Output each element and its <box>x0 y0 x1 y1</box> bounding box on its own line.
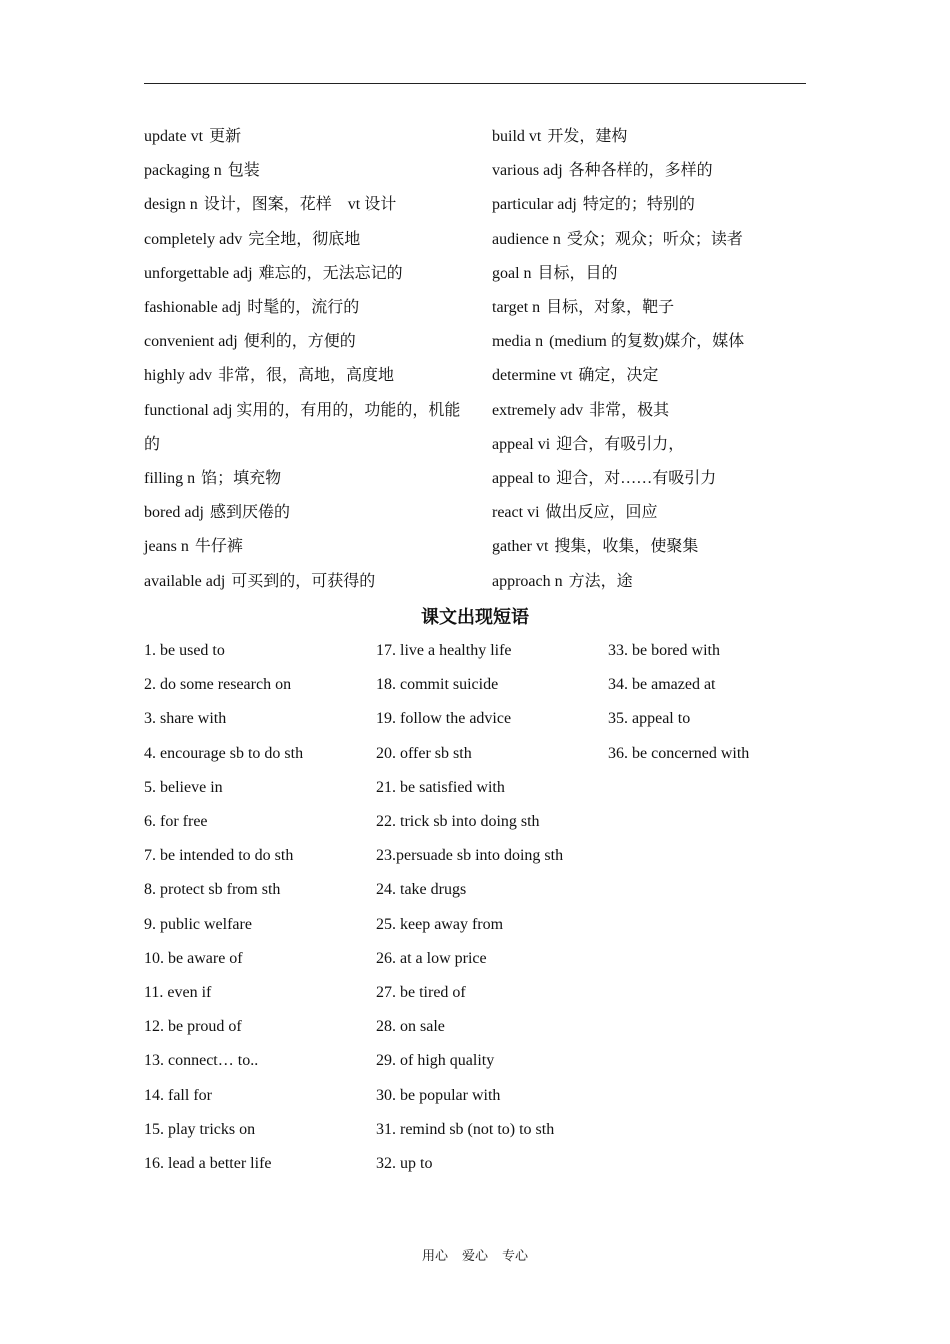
vocab-definition: 确定，决定 <box>578 367 659 385</box>
vocab-item <box>144 154 492 188</box>
vocab-item <box>144 291 492 325</box>
section-title: 课文出现短语 <box>421 607 529 627</box>
vocab-definition: 开发，建构 <box>547 128 628 145</box>
vocab-word: appeal to <box>492 470 551 488</box>
vocab-definition: 牛仔裤 <box>194 538 243 556</box>
vocab-definition: 受众；观众；听众；读者 <box>566 230 743 248</box>
vocab-word: filling n <box>144 470 196 488</box>
vocab-item <box>492 325 806 359</box>
phrase-item: 3. share with <box>144 710 227 728</box>
vocab-word: particular adj <box>492 196 577 214</box>
vocab-item <box>492 257 806 291</box>
vocab-item <box>492 188 806 222</box>
header-rule <box>144 83 806 84</box>
phrase-item: 32. up to <box>376 1155 433 1173</box>
vocab-definition: 设计，图案，花样 vt 设计 <box>203 196 397 214</box>
vocab-definition: 非常，极其 <box>589 401 670 419</box>
vocab-item <box>144 462 492 496</box>
vocab-definition: 时髦的，流行的 <box>247 299 360 317</box>
phrase-item: 34. be amazed at <box>608 676 716 694</box>
vocab-word: appeal vi <box>492 435 551 453</box>
footer-text: 专心 <box>502 1248 529 1263</box>
vocab-definition: 目标，目的 <box>537 264 618 282</box>
phrase-list <box>144 634 806 1181</box>
phrase-item: 33. be bored with <box>608 642 720 659</box>
phrase-item: 30. be popular with <box>376 1086 501 1104</box>
vocab-item <box>492 359 806 393</box>
phrase-item: 12. be proud of <box>144 1018 242 1036</box>
phrase-item: 22. trick sb into doing sth <box>376 813 540 831</box>
vocab-definition: 可买到的，可获得的 <box>231 572 376 590</box>
phrase-item: 24. take drugs <box>376 881 467 899</box>
phrase-item: 18. commit suicide <box>376 676 499 694</box>
vocab-word: completely adv <box>144 230 243 248</box>
vocab-definition: (medium 的复数)媒介，媒体 <box>549 333 745 351</box>
phrase-item: 31. remind sb (not to) to sth <box>376 1120 555 1138</box>
vocab-word: fashionable adj <box>144 299 242 317</box>
phrase-item: 15. play tricks on <box>144 1120 256 1138</box>
vocab-word: extremely adv <box>492 401 584 419</box>
vocab-word: convenient adj <box>144 333 238 351</box>
vocab-word: media n <box>492 333 544 351</box>
phrase-item: 36. be concerned with <box>608 744 750 762</box>
vocab-word: gather vt <box>492 538 549 556</box>
vocab-word: various adj <box>492 162 563 180</box>
phrase-column-1 <box>144 634 376 1181</box>
vocab-item <box>492 120 806 154</box>
vocab-item <box>144 257 492 291</box>
vocab-word: jeans n <box>144 538 189 556</box>
phrase-item: 8. protect sb from sth <box>144 881 281 899</box>
vocab-word: packaging n <box>144 162 222 180</box>
vocab-word: audience n <box>492 230 561 248</box>
vocab-item <box>144 359 492 393</box>
vocab-item <box>492 496 806 530</box>
phrase-item: 25. keep away from <box>376 915 504 933</box>
phrase-item: 16. lead a better life <box>144 1155 272 1173</box>
vocab-definition: 馅；填充物 <box>201 470 282 488</box>
vocab-definition: 非常，很，高地，高度地 <box>218 367 395 385</box>
vocab-word: highly adv <box>144 367 212 385</box>
vocab-definition: 难忘的，无法忘记的 <box>258 264 403 282</box>
phrase-item: 20. offer sb sth <box>376 744 472 762</box>
vocab-word: available adj <box>144 572 226 590</box>
vocabulary-list <box>144 120 806 599</box>
vocab-word: goal n <box>492 264 532 282</box>
vocabulary-column-right <box>492 120 806 599</box>
vocab-item <box>492 428 806 462</box>
vocabulary-column-left <box>144 120 492 599</box>
phrase-item: 11. even if <box>144 984 212 1002</box>
phrase-column-3 <box>608 634 806 1181</box>
vocab-definition: 做出反应，回应 <box>545 504 658 522</box>
phrase-item: 7. be intended to do sth <box>144 847 294 865</box>
vocab-definition: 方法，途 <box>568 572 633 590</box>
vocab-item <box>144 496 492 530</box>
vocab-item <box>492 154 806 188</box>
phrase-item: 10. be aware of <box>144 949 243 967</box>
vocab-definition: 搜集，收集，使聚集 <box>554 538 699 556</box>
vocab-item <box>144 565 492 599</box>
vocab-word: determine vt <box>492 367 573 385</box>
vocab-definition: 实用的，有用的，功能的，机能的 <box>144 401 461 453</box>
phrase-item: 19. follow the advice <box>376 710 512 728</box>
vocab-item <box>492 291 806 325</box>
vocab-word: design n <box>144 196 198 214</box>
phrase-item: 27. be tired of <box>376 984 466 1002</box>
vocab-definition: 完全地，彻底地 <box>248 230 361 248</box>
phrase-item: 2. do some research on <box>144 676 292 694</box>
phrase-item: 23.persuade sb into doing sth <box>376 847 564 865</box>
footer-text: 爱心 <box>461 1248 488 1263</box>
phrase-item: 21. be satisfied with <box>376 778 505 796</box>
phrase-item: 9. public welfare <box>144 915 252 933</box>
vocab-definition: 便利的，方便的 <box>243 333 356 351</box>
phrase-item: 13. connect… to.. <box>144 1052 259 1070</box>
vocab-word: unforgettable adj <box>144 264 253 282</box>
phrase-item: 1. be used to <box>144 642 225 659</box>
phrase-item: 17. live a healthy life <box>376 642 512 659</box>
vocab-item <box>144 120 492 154</box>
vocab-definition: 感到厌倦的 <box>209 504 290 522</box>
phrase-column-2 <box>376 634 608 1181</box>
vocab-item <box>144 223 492 257</box>
vocab-item <box>144 188 492 222</box>
vocab-item <box>492 394 806 428</box>
vocab-word: bored adj <box>144 504 204 522</box>
vocab-item <box>492 223 806 257</box>
phrase-item: 4. encourage sb to do sth <box>144 744 304 762</box>
phrase-item: 29. of high quality <box>376 1052 495 1070</box>
vocab-definition: 包装 <box>227 162 260 180</box>
phrase-item: 5. believe in <box>144 778 223 796</box>
vocab-word: target n <box>492 299 541 317</box>
vocab-item <box>492 530 806 564</box>
vocab-definition: 迎合，对……有吸引力 <box>556 470 717 488</box>
vocab-item <box>144 325 492 359</box>
phrase-item: 28. on sale <box>376 1018 445 1036</box>
vocab-word: functional adj <box>144 401 233 419</box>
vocab-definition: 更新 <box>209 128 242 145</box>
vocab-word: approach n <box>492 572 563 590</box>
footer-text: 用心 <box>421 1248 448 1263</box>
vocab-word: build vt <box>492 128 542 145</box>
vocab-word: update vt <box>144 128 204 145</box>
phrase-item: 6. for free <box>144 813 208 831</box>
page-footer <box>0 1246 950 1266</box>
vocab-word: react vi <box>492 504 540 522</box>
phrase-item: 14. fall for <box>144 1086 212 1104</box>
phrase-item: 26. at a low price <box>376 949 487 967</box>
vocab-item <box>492 462 806 496</box>
vocab-definition: 迎合，有吸引力， <box>556 435 685 453</box>
vocab-definition: 各种各样的，多样的 <box>568 162 713 180</box>
vocab-item <box>492 565 806 599</box>
vocab-definition: 特定的；特别的 <box>582 196 695 214</box>
phrase-item: 35. appeal to <box>608 710 691 728</box>
vocab-item <box>144 394 464 462</box>
vocab-definition: 目标，对象，靶子 <box>546 299 675 317</box>
vocab-item <box>144 530 492 564</box>
